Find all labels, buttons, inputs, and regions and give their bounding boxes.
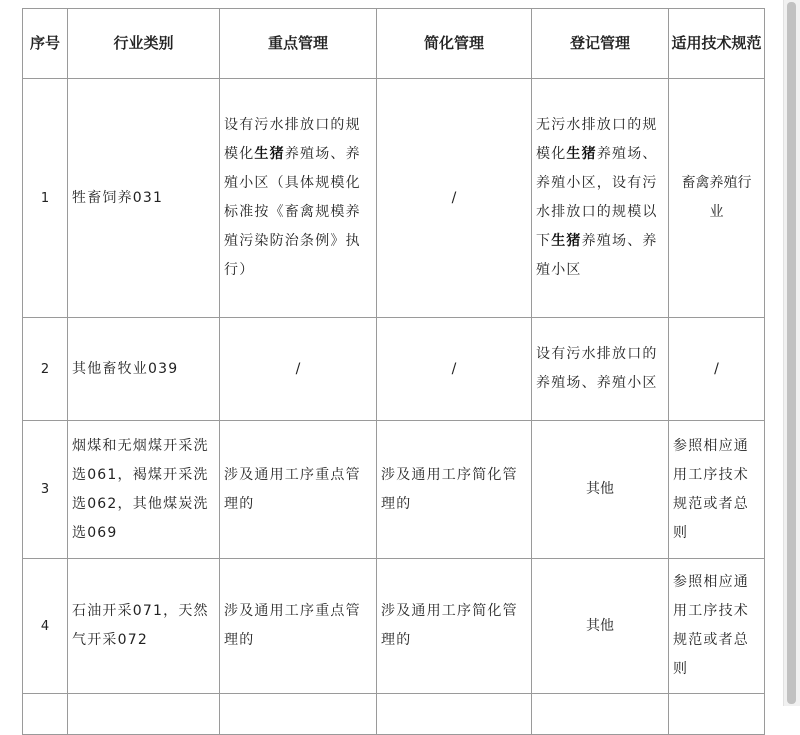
industry-management-table: [22, 8, 765, 735]
row-simplified-management: /: [377, 79, 532, 318]
row-simplified-management: 涉及通用工序简化管理的: [377, 559, 532, 694]
row-category: 烟煤和无烟煤开采洗选061，褐煤开采洗选062，其他煤炭洗选069: [68, 421, 220, 559]
row-technical-spec: 畜禽养殖行业: [669, 79, 765, 318]
row-technical-spec: 参照相应通用工序技术规范或者总则: [669, 559, 765, 694]
row-category: 牲畜饲养031: [68, 79, 220, 318]
header-key-management: 重点管理: [220, 9, 377, 79]
scrollbar-thumb[interactable]: [787, 2, 796, 704]
row-simplified-management: /: [377, 318, 532, 421]
row-key-management: 涉及通用工序重点管理的: [220, 559, 377, 694]
row-index: 1: [23, 79, 68, 318]
reg-text-d: 养殖场、养殖小区: [536, 233, 658, 278]
header-technical-spec: 适用技术规范: [669, 9, 765, 79]
table-row: [23, 79, 765, 318]
reg-text-a: 无污水排放口的规模化: [536, 117, 658, 162]
row-category: 其他畜牧业039: [68, 318, 220, 421]
row-technical-spec: /: [669, 318, 765, 421]
table-row-partial: [23, 694, 765, 735]
row-key-management: 涉及通用工序重点管理的: [220, 421, 377, 559]
header-index: 序号: [23, 9, 68, 79]
reg-text-bold-2: 生猪: [551, 233, 582, 249]
row-key-management: [220, 694, 377, 735]
row-index: 4: [23, 559, 68, 694]
row-registration-management: 其他: [532, 421, 669, 559]
table-header-row: [23, 9, 765, 79]
vertical-scrollbar[interactable]: [783, 0, 800, 706]
row-index: 3: [23, 421, 68, 559]
row-technical-spec: [669, 694, 765, 735]
key-text-pre: 设有污水排放口的规模化: [224, 117, 361, 162]
table-row: [23, 318, 765, 421]
row-registration-management: [532, 79, 669, 318]
key-text-bold: 生猪: [254, 146, 285, 162]
header-simplified-management: 简化管理: [377, 9, 532, 79]
row-key-management: [220, 79, 377, 318]
row-index: [23, 694, 68, 735]
row-registration-management: 其他: [532, 559, 669, 694]
row-registration-management: [532, 694, 669, 735]
table-row: [23, 421, 765, 559]
header-registration-management: 登记管理: [532, 9, 669, 79]
row-index: 2: [23, 318, 68, 421]
row-simplified-management: [377, 694, 532, 735]
reg-text-bold-1: 生猪: [566, 146, 597, 162]
row-registration-management: 设有污水排放口的养殖场、养殖小区: [532, 318, 669, 421]
row-simplified-management: 涉及通用工序简化管理的: [377, 421, 532, 559]
row-technical-spec: 参照相应通用工序技术规范或者总则: [669, 421, 765, 559]
key-text-post: 养殖场、养殖小区（具体规模化标准按《畜禽规模养殖污染防治条例》执行）: [224, 146, 361, 278]
row-category: 石油开采071，天然气开采072: [68, 559, 220, 694]
header-category: 行业类别: [68, 9, 220, 79]
row-category: [68, 694, 220, 735]
reg-text-c: 养殖场、养殖小区，设有污水排放口的规模以下: [536, 146, 658, 249]
regulation-table-container: [22, 8, 765, 735]
row-key-management: /: [220, 318, 377, 421]
table-row: [23, 559, 765, 694]
